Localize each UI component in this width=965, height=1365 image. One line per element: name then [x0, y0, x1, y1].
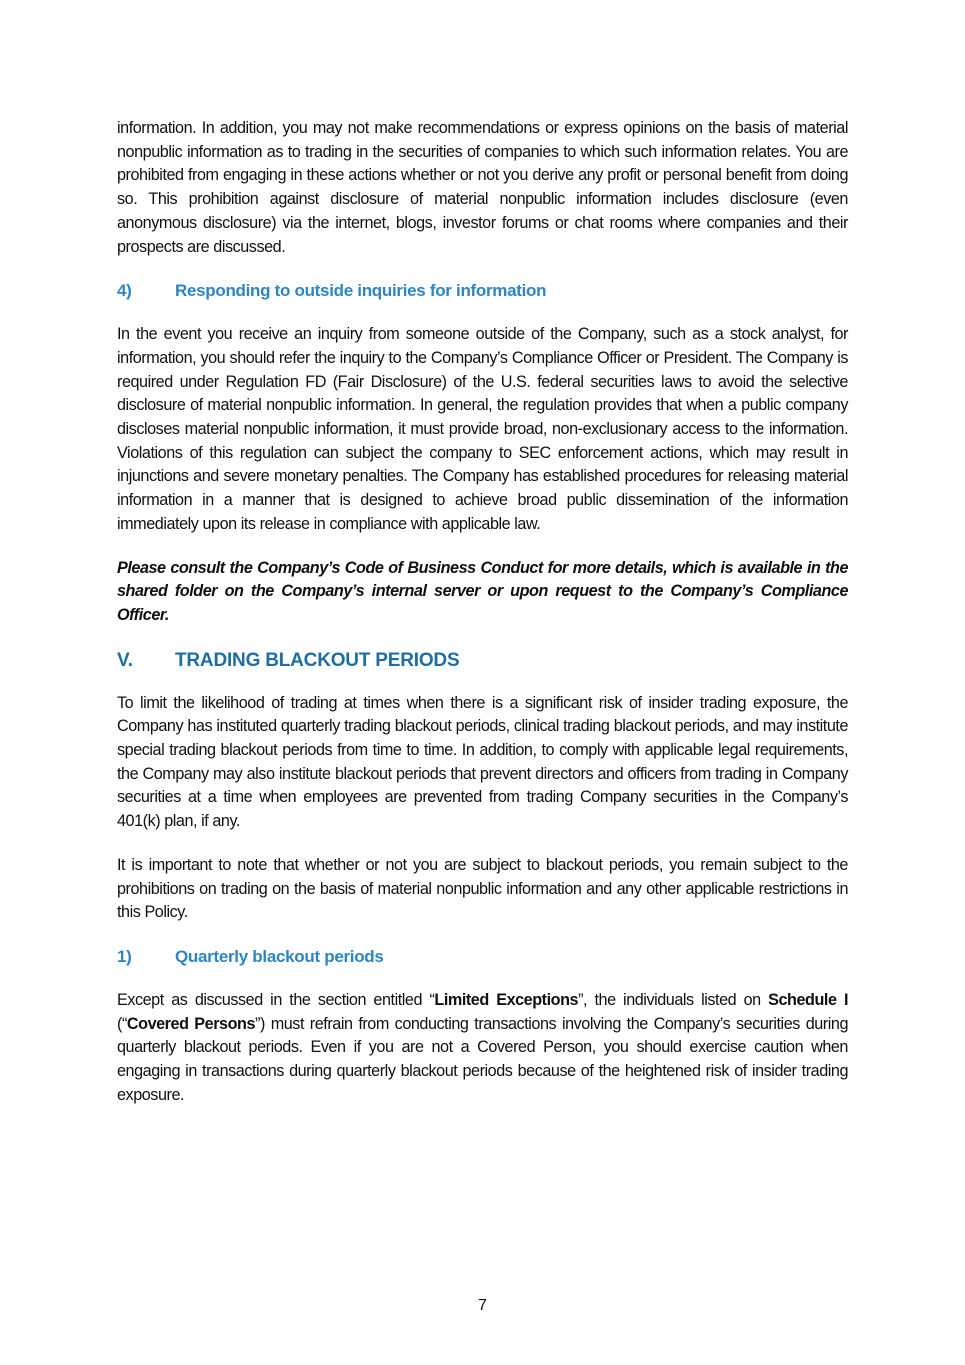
section-v-title: TRADING BLACKOUT PERIODS [175, 649, 460, 671]
limited-exceptions-term: Limited Exceptions [434, 990, 579, 1009]
subsection-4-number: 4) [117, 281, 132, 301]
text-run: ”) must refrain from conducting transactions involving the Company’s securities during quarterly blackout periods. Even if you are not a Covered Person, you should exercise caution when engaging in transactions during quarterly blackout periods because of the heightened risk of insider trading exposure. [117, 1014, 848, 1104]
section-v-number: V. [117, 649, 133, 671]
text-run: (“ [117, 1014, 127, 1033]
subsection-1-heading [117, 945, 848, 969]
code-of-conduct-note: Please consult the Company’s Code of Business Conduct for more details, which is available in the shared folder on the Company’s internal server or upon request to the Company’s Compliance Officer. [117, 558, 848, 624]
schedule-i-term: Schedule I [768, 990, 848, 1009]
subsection-1-paragraph [117, 989, 848, 1108]
section-v-paragraph-2: It is important to note that whether or not you are subject to blackout periods, you remain subject to the prohibitions on trading on the basis of material nonpublic information and any other applicable restrictions in this Policy. [117, 855, 848, 922]
subsection-1-number: 1) [117, 946, 132, 966]
text-run: ”, the individuals listed on [578, 990, 769, 1009]
covered-persons-term: Covered Persons [126, 1014, 256, 1033]
text-run: Except as discussed in the section entitled “ [117, 990, 435, 1009]
subsection-4-title: Responding to outside inquiries for information [175, 281, 547, 301]
section-v-heading [117, 648, 848, 674]
section-v-paragraph-1: To limit the likelihood of trading at times when there is a significant risk of insider trading exposure, the Company has instituted quarterly trading blackout periods, clinical trading blackout periods, and may institute special trading blackout periods from time to time. In addition, to comply with applicable legal requirements, the Company may also institute blackout periods that prevent directors and officers from trading in Company securities at a time when employees are prevented from trading Company securities in the Company’s 401(k) plan, if any. [117, 693, 848, 831]
intro-paragraph: information. In addition, you may not make recommendations or express opinions on the basis of material nonpublic information as to trading in the securities of companies to which such information relates. You are prohibited from engaging in these actions whether or not you derive any profit or personal benefit from doing so. This prohibition against disclosure of material nonpublic information includes disclosure (even anonymous disclosure) via the internet, blogs, investor forums or chat rooms where companies and their prospects are discussed. [117, 119, 848, 256]
subsection-4-paragraph: In the event you receive an inquiry from someone outside of the Company, such as a stock analyst, for information, you should refer the inquiry to the Company’s Compliance Officer or President. The Company is required under Regulation FD (Fair Disclosure) of the U.S. federal securities laws to avoid the selective disclosure of material nonpublic information. In general, the regulation provides that when a public company discloses material nonpublic information, it must provide broad, non-exclusionary access to the information. Violations of this regulation can subject the company to SEC enforcement actions, which may result in injunctions and severe monetary penalties. The Company has established procedures for releasing material information in a manner that is designed to achieve broad public dissemination of the information immediately upon its release in compliance with applicable law. [117, 325, 848, 533]
subsection-4-heading [117, 279, 848, 303]
page-number: 7 [478, 1297, 487, 1314]
subsection-1-title: Quarterly blackout periods [175, 946, 384, 966]
document-page [117, 117, 848, 1128]
